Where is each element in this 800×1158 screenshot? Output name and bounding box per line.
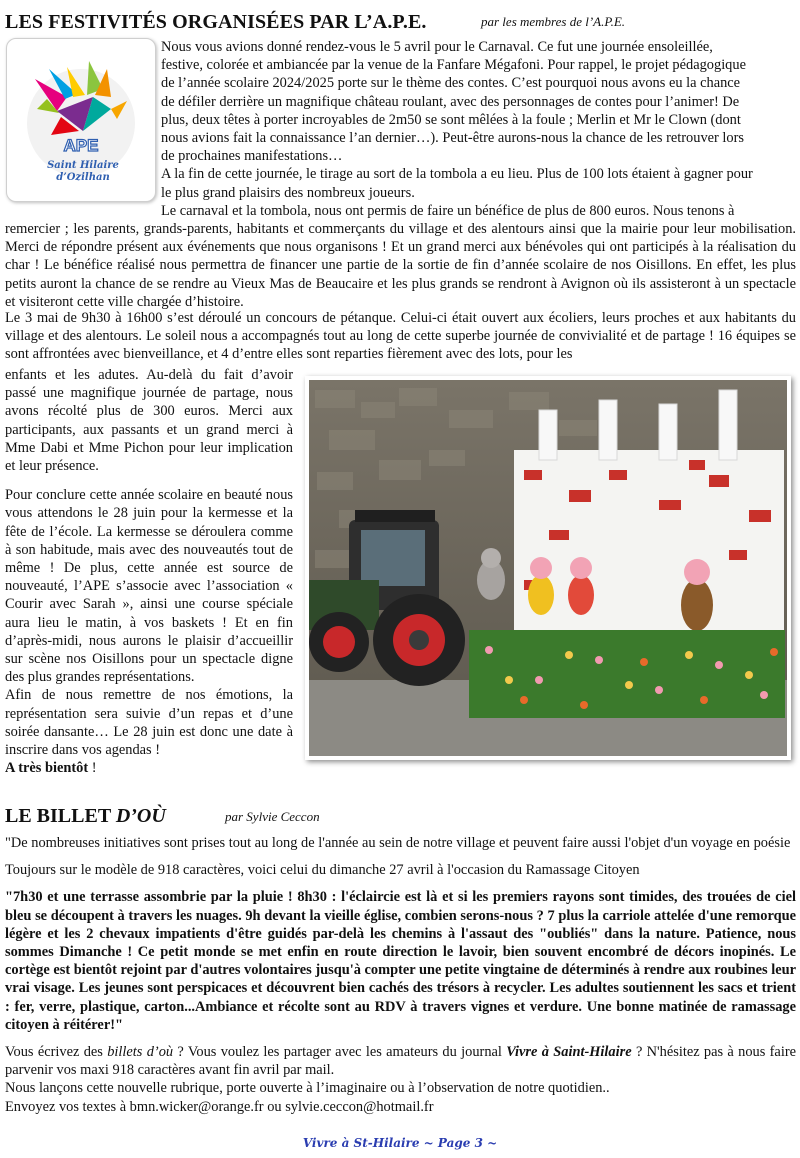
section1-header <box>5 10 795 34</box>
logo-title: APE <box>63 136 99 155</box>
text-run: ? N'hésitez pas à nous faire parvenir vos maxi 918 caractères avant fin avril par mail. <box>5 1044 796 1079</box>
text-run: remercier ; les parents, grands-parents, habitants et commerçants du village et des alentours ainsi que la mairie pour leur mobilisation. Merci de répondre présent aux événements que nous organisons ! Et un grand merci aux bénévoles qui ont participés à la réalisation du char ! Le bénéfice réalisé nous permettra de financer une partie de la sortie de fin d’année scolaire de nos Oisillons. En effet, les plus petits auront la chance de se rendre au Vieux Mas de Beaucaire et les plus grands se rendront à Avignon où ils assisteront à un spectacle et visiteront cette ville chargée d’histoire. <box>5 221 796 310</box>
paragraph-soiree: Afin de nous remettre de nos émotions, la représentation sera suivie d’un repas et d’une soirée dansante… Le 28 juin est donc une date à inscrire dans vos agendas ! <box>5 687 293 759</box>
section2-byline: par Sylvie Ceccon <box>225 809 320 824</box>
text-line: plus, deux têtes à porter incroyables de 2m50 se sont mêlées à la foule ; Merlin et Mr le Clown (dont <box>161 111 741 128</box>
paragraph-rubrique: Nous lançons cette nouvelle rubrique, porte ouverte à l’imaginaire ou à l’observation de notre quotidien.. <box>5 1080 610 1097</box>
section2-header <box>5 803 795 829</box>
text-line: Le carnaval et la tombola, nous ont permis de faire un bénéfice de plus de 800 euros. Nous tenons à <box>161 202 735 219</box>
text-run-italic: billets d’où <box>107 1044 174 1061</box>
text-run: Le 3 mai de 9h30 à 16h00 s’est déroulé un concours de pétanque. Celui-ci était ouvert aux écoliers, leurs proches et aux habitants du village et des alentours. Le soleil nous a accompagnés tout au long de cette superbe journée de convivialité et de partage ! 16 équipes se sont affrontées avec bienveillance, et 4 d’entre elles sont reparties fièrement avec des lots, pour les <box>5 310 796 363</box>
journal-name: Vivre à Saint-Hilaire <box>506 1044 632 1061</box>
paragraph-contact: Envoyez vos textes à bmn.wicker@orange.fr ou sylvie.ceccon@hotmail.fr <box>5 1098 434 1115</box>
logo-float-spacer <box>5 38 161 204</box>
text-line: de défiler derrière un magnifique château roulant, avec des personnages de contes pour l’animer! De <box>161 93 740 110</box>
closing-bold: A très bientôt <box>5 760 89 777</box>
page-footer: Vivre à St-Hilaire ~ Page 3 ~ <box>302 1136 498 1150</box>
section2-title-main: LE BILLET <box>5 805 116 827</box>
text-line: festive, colorée et ambiancée par la venue de la Fanfare Mégafoni. Pour rappel, le projet pédagogique <box>161 57 746 74</box>
closing-line <box>5 759 293 777</box>
paragraph-benefice <box>5 202 796 311</box>
paragraph-billet-quote: "7h30 et une terrasse assombrie par la pluie ! 8h30 : l'éclaircie est là et si les premiers rayons sont timides, des trouées de ciel bleu se découpent à travers les nuages. 9h devant la vieille église, combien serons-nous ? 7 plus la carriole attelée d'une remorque légère et les 2 chevaux impatients d'être guidés par-delà les chemins à l'assaut des "oubliés" dans la nature. Patience, nous sommes Dimanche ! Ce petit monde se met enfin en route direction le lavoir, bien souvent encombré de décors inopinés. Le cortège est bientôt rejoint par d'autres volontaires jusqu'à compter une petite vingtaine de déterminés à rendre aux roubines leur vrai visage. Les jeunes sont perspicaces et découvrent bien cachés des trésors à recycler. Les adultes soutiennent les sacs et trient : fer, verre, plastique, carton...Ambiance et récolte sont au RDV à travers vignes et verdure. Une bonne matinée de ramassage citoyen à réitérer!" <box>5 889 796 1033</box>
text-run: Vous écrivez des <box>5 1044 108 1061</box>
section1-title: LES FESTIVITÉS ORGANISÉES PAR L’A.P.E. <box>5 11 427 33</box>
text-line: Nous vous avions donné rendez-vous le 5 avril pour le Carnaval. Ce fut une journée ensoleillée, <box>161 39 713 55</box>
text-run: ? Vous voulez les partager avec les amateurs du journal <box>173 1044 507 1061</box>
logo-subtitle-line1: Saint Hilaire <box>47 160 119 171</box>
paragraph-invitation <box>5 1043 796 1079</box>
logo-subtitle-line2: d’Ozilhan <box>56 172 110 183</box>
section1-left-column <box>5 366 293 777</box>
text-line: A la fin de cette journée, le tirage au sort de la tombola a eu lieu. Plus de 100 lots étaient à gagner pour <box>161 166 753 183</box>
section1-intro <box>5 38 796 311</box>
section2-body <box>5 834 796 1116</box>
section2-title <box>5 803 166 829</box>
closing-rest: ! <box>88 760 97 777</box>
tractor-float-illustration <box>309 380 787 756</box>
text-line: de l’année scolaire 2024/2025 porte sur le thème des contes. C’est pourquoi nous avons eu la chance <box>161 75 741 92</box>
carnival-float-photo <box>305 376 791 760</box>
section1-byline: par les membres de l’A.P.E. <box>481 14 626 29</box>
paragraph-petanque <box>5 309 796 364</box>
paragraph-model: Toujours sur le modèle de 918 caractères, voici celui du dimanche 27 avril à l'occasion du Ramassage Citoyen <box>5 862 640 879</box>
text-line: le plus grand plaisirs des nombreux joueurs. <box>161 184 415 201</box>
text-line: de prochaines manifestations… <box>161 148 343 165</box>
text-line: nous avions fait la connaissance l’an dernier…). Peut-être aurons-nous la chance de les retrouver lors <box>161 130 745 147</box>
paragraph-kermesse: Pour conclure cette année scolaire en beauté nous vous attendons le 28 juin pour la kermesse et la fête de l’école. La kermesse se déroulera comme à son habitude, mais avec des nouveautés tout de même ! De plus, cette année est source de nouveauté, l’APE s’associe avec l’association « Courir avec Sarah », ainsi une course spéciale aura lieu le matin, à vos baskets ! Et en fin d’après-midi, nous aurons le plaisir d’accueillir sur scène nos Oisillons pour un spectacle digne des plus grandes représentations. <box>5 487 293 686</box>
paragraph-intro: "De nombreuses initiatives sont prises tout au long de l'année au sein de notre village et peuvent faire aussi l'objet d'un voyage en poésie <box>5 835 791 851</box>
section2-title-italic: D’OÙ <box>115 805 166 827</box>
paragraph-petanque-cont: enfants et les adutes. Au-delà du fait d’avoir passé une magnifique journée de partage, nous avons récolté plus de 300 euros. Merci aux participants, aux passants et un grand merci à Mme Dabi et Mme Pichon pour leur implication et leur présence. <box>5 367 293 475</box>
